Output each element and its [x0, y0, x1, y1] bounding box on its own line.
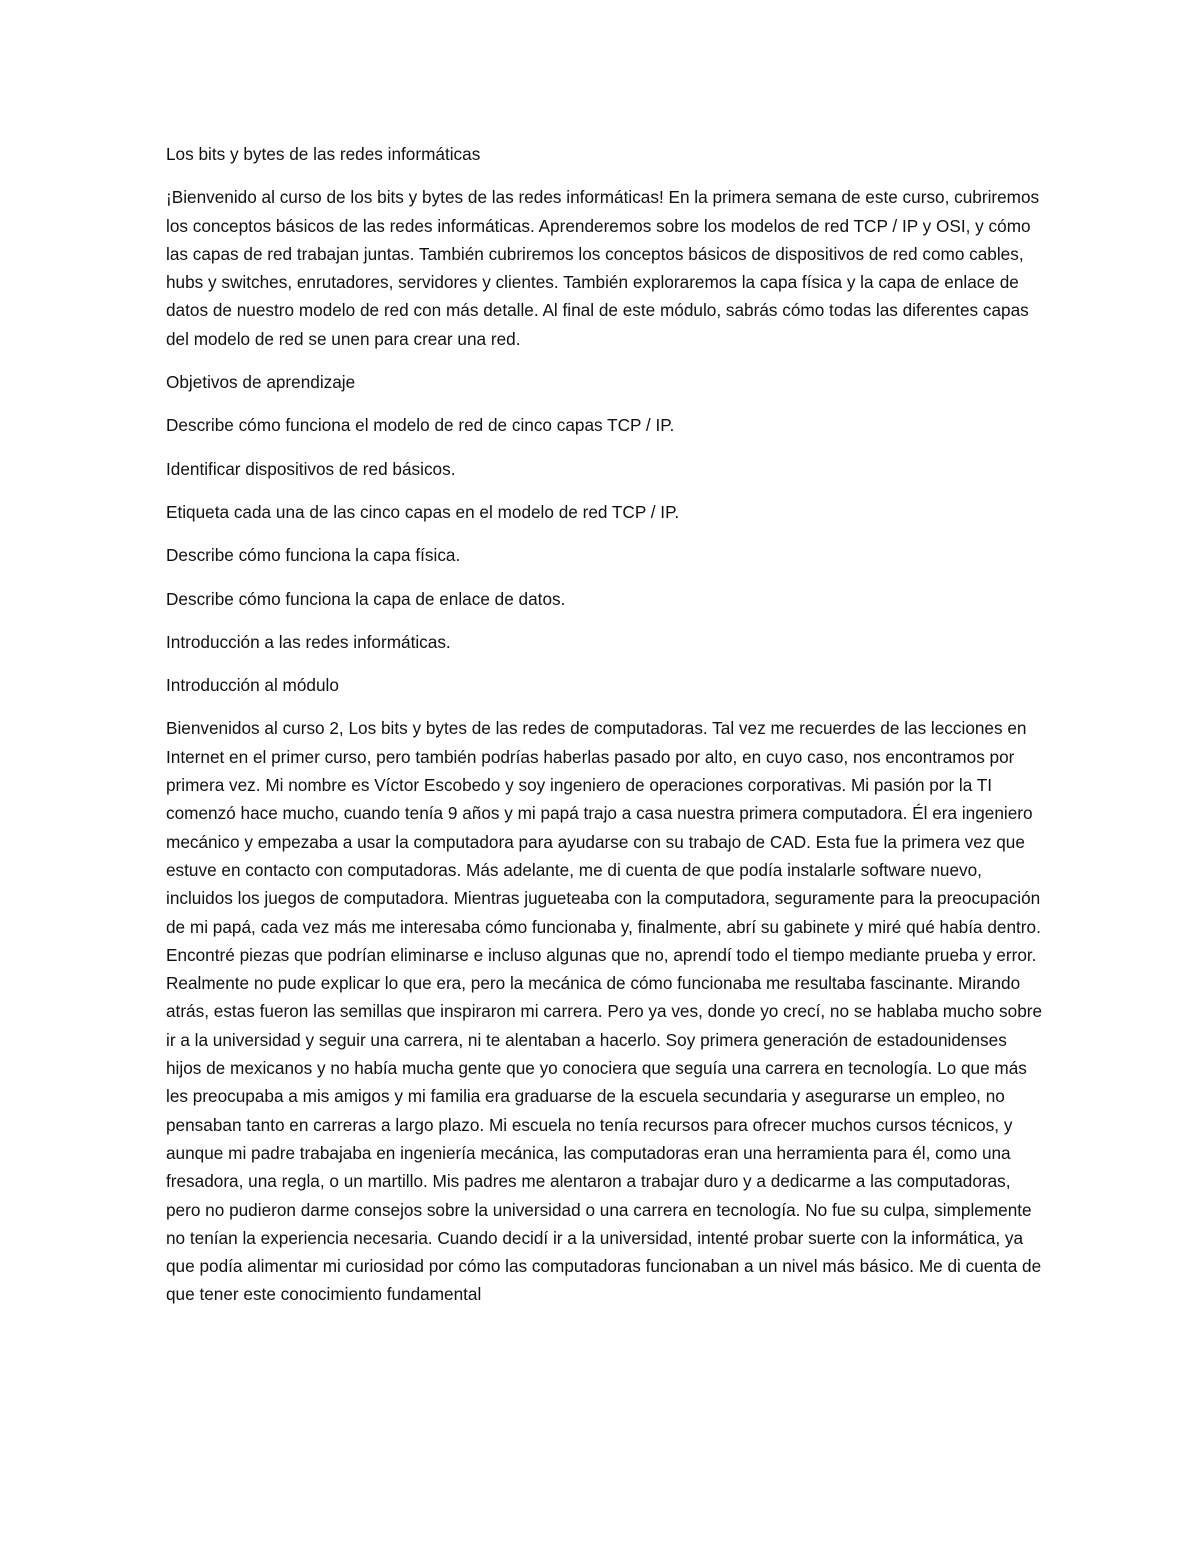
intro-paragraph: ¡Bienvenido al curso de los bits y bytes de las redes informáticas! En la primera semana de este curso, cubriremos los conceptos básicos de las redes informáticas. Aprenderemos sobre los modelos de red TCP / IP y OSI, y cómo las capas de red trabajan juntas. También cubriremos los conceptos básicos de dispositivos de red como cables, hubs y switches, enrutadores, servidores y clientes. También exploraremos la capa física y la capa de enlace de datos de nuestro modelo de red con más detalle. Al final de este módulo, sabrás cómo todas las diferentes capas del modelo de red se unen para crear una red.	[166, 187, 1040, 349]
module-body-paragraph: Bienvenidos al curso 2, Los bits y bytes de las redes de computadoras. Tal vez me recuerdes de las lecciones en Internet en el primer curso, pero también podrías haberlas pasado por alto, en cuyo caso, nos encontramos por primera vez. Mi nombre es Víctor Escobedo y soy ingeniero de operaciones corporativas. Mi pasión por la TI comenzó hace mucho, cuando tenía 9 años y mi papá trajo a casa nuestra primera computadora. Él era ingeniero mecánico y empezaba a usar la computadora para ayudarse con su trabajo de CAD. Esta fue la primera vez que estuve en contacto con computadoras. Más adelante, me di cuenta de que podía instalarle software nuevo, incluidos los juegos de computadora. Mientras jugueteaba con la computadora, seguramente para la preocupación de mi papá, cada vez más me interesaba cómo funcionaba y, finalmente, abrí su gabinete y miré qué había dentro. Encontré piezas que podrían eliminarse e incluso algunas que no, aprendí todo el tiempo mediante prueba y error. Realmente no pude explicar lo que era, pero la mecánica de cómo funcionaba me resultaba fascinante. Mirando atrás, estas fueron las semillas que inspiraron mi carrera. Pero ya ves, donde yo crecí, no se hablaba mucho sobre ir a la universidad y seguir una carrera, ni te alentaban a hacerlo. Soy primera generación de estadounidenses hijos de mexicanos y no había mucha gente que yo conociera que seguía una carrera en tecnología. Lo que más les preocupaba a mis amigos y mi familia era graduarse de la escuela secundaria y asegurarse un empleo, no pensaban tanto en carreras a largo plazo. Mi escuela no tenía recursos para ofrecer muchos cursos técnicos, y aunque mi padre trabajaba en ingeniería mecánica, las computadoras eran una herramienta para él, como una fresadora, una regla, o un martillo. Mis padres me alentaron a trabajar duro y a dedicarme a las computadoras, pero no pudieron darme consejos sobre la universidad o una carrera en tecnología. No fue su culpa, simplemente no tenían la experiencia necesaria. Cuando decidí ir a la universidad, intenté probar suerte con la informática, ya que podía alimentar mi curiosidad por cómo las computadoras funcionaban a un nivel más básico. Me di cuenta de que tener este conocimiento fundamental	[166, 718, 1043, 1305]
objective-item: Etiqueta cada una de las cinco capas en el modelo de red TCP / IP.	[166, 501, 680, 522]
objective-item: Describe cómo funciona la capa de enlace de datos.	[166, 588, 566, 609]
document-title: Los bits y bytes de las redes informáticas	[166, 144, 481, 164]
objective-item: Identificar dispositivos de red básicos.	[166, 458, 456, 479]
objectives-heading: Objetivos de aprendizaje	[166, 372, 356, 393]
section-title: Introducción a las redes informáticas.	[166, 631, 451, 652]
objective-item: Describe cómo funciona la capa física.	[166, 545, 461, 566]
module-heading: Introducción al módulo	[166, 675, 339, 696]
document-body	[166, 140, 1046, 1324]
objective-item: Describe cómo funciona el modelo de red de cinco capas TCP / IP.	[166, 415, 675, 436]
